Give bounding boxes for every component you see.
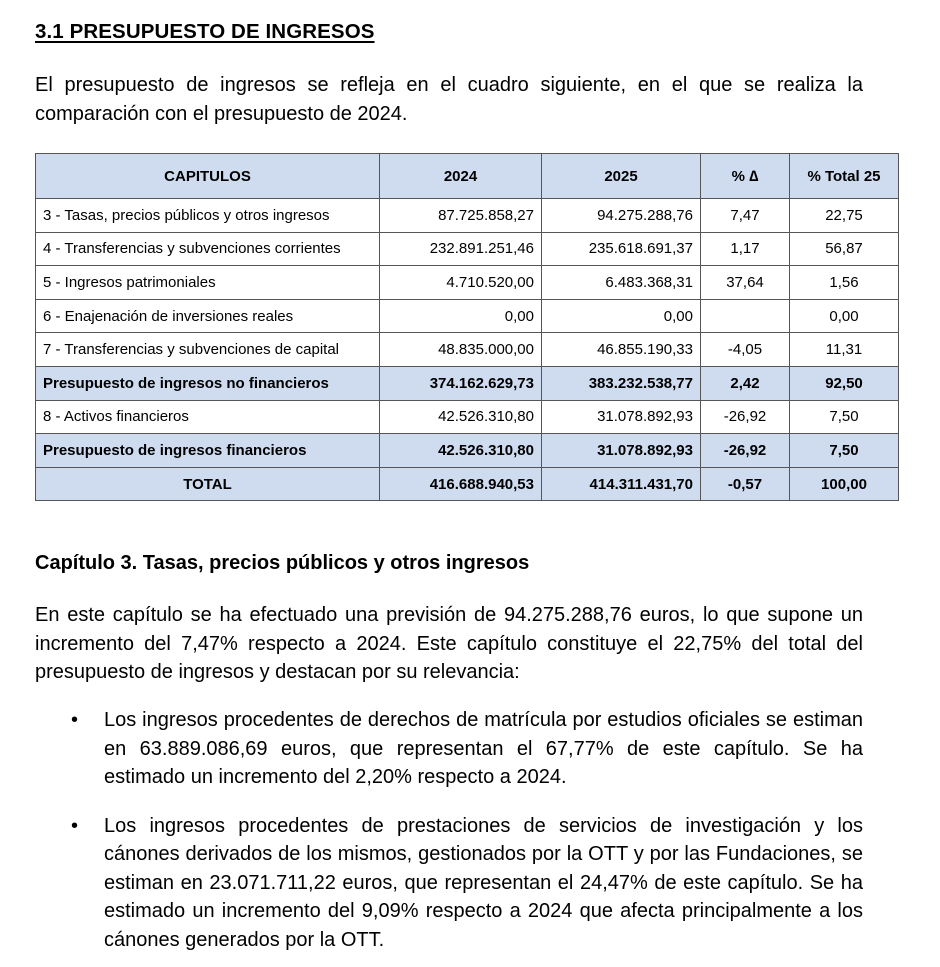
- row-label: 5 - Ingresos patrimoniales: [36, 266, 380, 300]
- bullet-icon: •: [71, 814, 79, 837]
- table-row: [36, 333, 899, 367]
- value-percent-change: [701, 299, 790, 333]
- table-row: [36, 299, 899, 333]
- subtotal-row-financial: [36, 434, 899, 468]
- value-2024: 374.162.629,73: [380, 366, 542, 400]
- row-label: Presupuesto de ingresos no financieros: [36, 366, 380, 400]
- row-label: 7 - Transferencias y subvenciones de capital: [36, 333, 380, 367]
- table-row: [36, 199, 899, 233]
- value-2025: 235.618.691,37: [542, 232, 701, 266]
- subtotal-row-non-financial: [36, 366, 899, 400]
- value-percent-total: 92,50: [790, 366, 899, 400]
- list-item: [35, 812, 863, 955]
- value-percent-change: 7,47: [701, 199, 790, 233]
- chapter-paragraph: En este capítulo se ha efectuado una previsión de 94.275.288,76 euros, lo que supone un incremento del 7,47% respecto a 2024. Este capítulo constituye el 22,75% del total del presupuesto de ingresos y destacan por su relevancia:: [35, 604, 863, 683]
- value-2025: 6.483.368,31: [542, 266, 701, 300]
- value-percent-change: -26,92: [701, 434, 790, 468]
- bullet-text: Los ingresos procedentes de prestaciones de servicios de investigación y los cánones derivados de los mismos, gestionados por la OTT y por las Fundaciones, se estiman en 23.071.711,22 euros, que representan el 24,47% de este capítulo. Se ha estimado un incremento del 9,09% respecto a 2024 que afecta principalmente a los cánones generados por la OTT.: [104, 814, 863, 951]
- value-percent-change: -26,92: [701, 400, 790, 434]
- value-percent-total: 0,00: [790, 299, 899, 333]
- value-percent-total: 7,50: [790, 400, 899, 434]
- value-2025: 31.078.892,93: [542, 400, 701, 434]
- value-2025: 94.275.288,76: [542, 199, 701, 233]
- value-2025: 31.078.892,93: [542, 434, 701, 468]
- chapter-bullet-list: [35, 706, 863, 954]
- value-percent-total: 22,75: [790, 199, 899, 233]
- value-2024: 416.688.940,53: [380, 467, 542, 501]
- value-percent-change: 37,64: [701, 266, 790, 300]
- header-capitulos: CAPITULOS: [36, 154, 380, 199]
- value-percent-change: 1,17: [701, 232, 790, 266]
- value-percent-change: 2,42: [701, 366, 790, 400]
- intro-paragraph: El presupuesto de ingresos se refleja en el cuadro siguiente, en el que se realiza la comparación con el presupuesto de 2024.: [35, 74, 863, 125]
- value-2024: 0,00: [380, 299, 542, 333]
- header-percent-change: % ∆: [701, 154, 790, 199]
- table-row: [36, 266, 899, 300]
- value-percent-total: 56,87: [790, 232, 899, 266]
- value-percent-total: 7,50: [790, 434, 899, 468]
- value-2024: 4.710.520,00: [380, 266, 542, 300]
- chapter-heading: Capítulo 3. Tasas, precios públicos y otros ingresos: [35, 552, 530, 574]
- table-row: [36, 232, 899, 266]
- value-2024: 42.526.310,80: [380, 434, 542, 468]
- header-2025: 2025: [542, 154, 701, 199]
- row-label: Presupuesto de ingresos financieros: [36, 434, 380, 468]
- value-2024: 232.891.251,46: [380, 232, 542, 266]
- bullet-text: Los ingresos procedentes de derechos de matrícula por estudios oficiales se estiman en 63.889.086,69 euros, que representan el 67,77% de este capítulo. Se ha estimado un incremento del 2,20% respecto a 2024.: [104, 709, 863, 788]
- bullet-icon: •: [71, 709, 79, 731]
- income-budget-table: [35, 153, 899, 501]
- value-2025: 0,00: [542, 299, 701, 333]
- row-label: 4 - Transferencias y subvenciones corrientes: [36, 232, 380, 266]
- value-2024: 48.835.000,00: [380, 333, 542, 367]
- value-2025: 46.855.190,33: [542, 333, 701, 367]
- value-percent-total: 100,00: [790, 467, 899, 501]
- value-percent-total: 1,56: [790, 266, 899, 300]
- list-item: [35, 706, 863, 792]
- table-header-row: [36, 154, 899, 199]
- header-2024: 2024: [380, 154, 542, 199]
- value-2024: 87.725.858,27: [380, 199, 542, 233]
- section-title: 3.1 PRESUPUESTO DE INGRESOS: [35, 20, 375, 43]
- header-percent-total: % Total 25: [790, 154, 899, 199]
- value-percent-change: -0,57: [701, 467, 790, 501]
- value-percent-change: -4,05: [701, 333, 790, 367]
- row-label: 8 - Activos financieros: [36, 400, 380, 434]
- row-label: 3 - Tasas, precios públicos y otros ingresos: [36, 199, 380, 233]
- value-2025: 383.232.538,77: [542, 366, 701, 400]
- value-percent-total: 11,31: [790, 333, 899, 367]
- total-row: [36, 467, 899, 501]
- value-2024: 42.526.310,80: [380, 400, 542, 434]
- value-2025: 414.311.431,70: [542, 467, 701, 501]
- row-label: TOTAL: [36, 467, 380, 501]
- row-label: 6 - Enajenación de inversiones reales: [36, 299, 380, 333]
- table-row: [36, 400, 899, 434]
